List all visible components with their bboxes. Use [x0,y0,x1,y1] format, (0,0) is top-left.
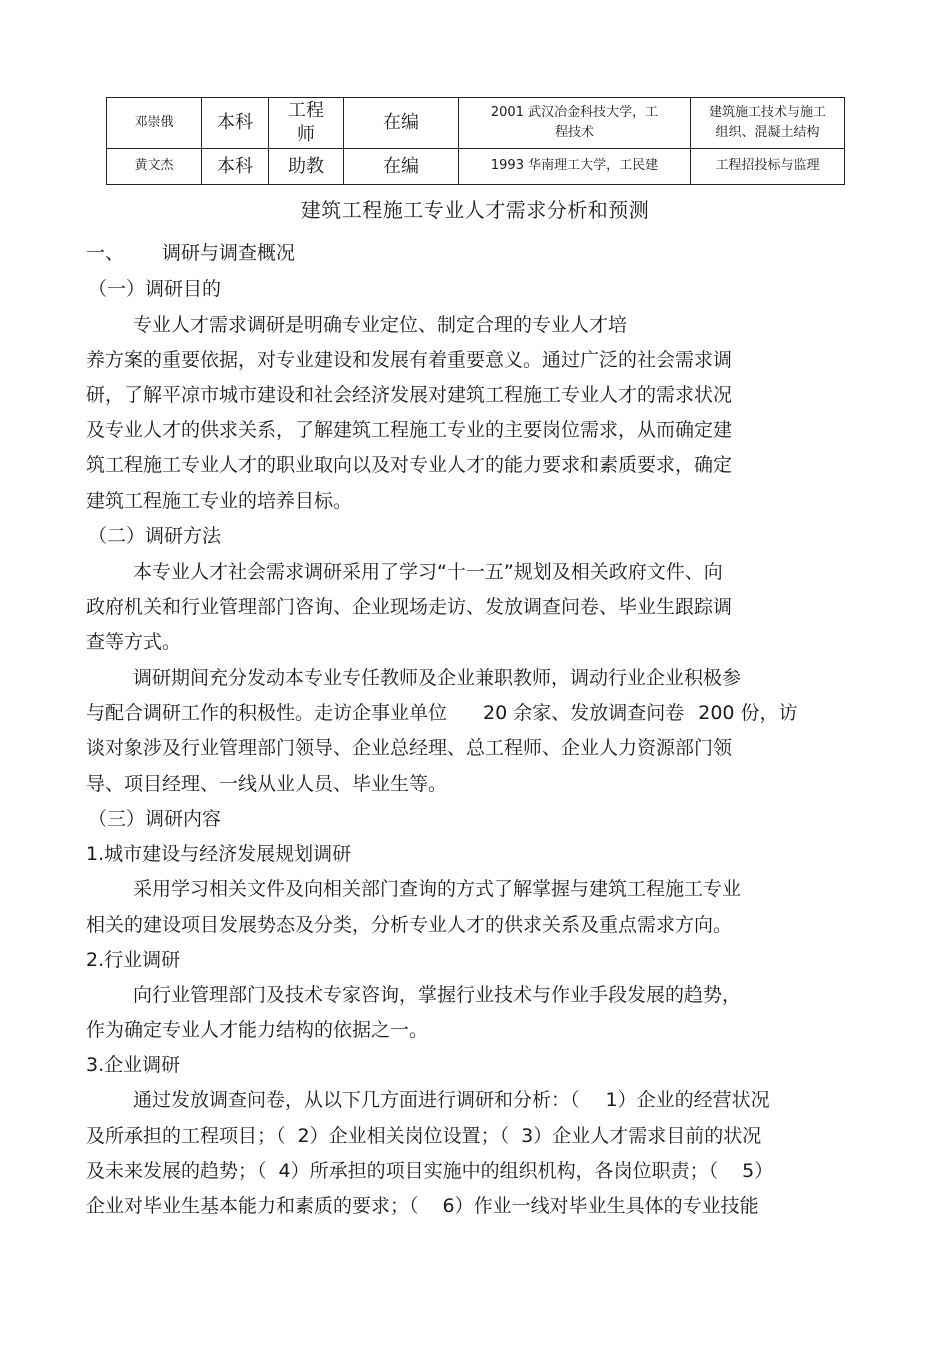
staff-degree: 本科 [202,149,269,185]
section-heading [86,244,295,263]
staff-status: 在编 [344,98,459,149]
table-row [107,98,845,149]
paragraph-line: 专业人才需求调研是明确专业定位、制定合理的专业人才培 [133,314,628,336]
paragraph-line: 及专业人才的供求关系，了解建筑工程施工专业的主要岗位需求，从而确定建 [86,419,733,441]
paragraph-line: 政府机关和行业管理部门咨询、企业现场走访、发放调查问卷、毕业生跟踪调 [86,596,733,618]
paragraph-line: 养方案的重要依据，对专业建设和发展有着重要意义。通过广泛的社会需求调 [86,349,733,371]
section-title: 调研与调查概况 [162,242,296,264]
paragraph-line: 查等方式。 [86,631,182,653]
paragraph-line: 作为确定专业人才能力结构的依据之一。 [86,1019,429,1041]
staff-specialty: 建筑施工技术与施工 组织、混凝土结构 [691,98,845,149]
staff-table [106,97,845,185]
text-run: 通过发放调查问卷，从以下几方面进行调研和分析：（ [133,1089,580,1111]
text-run: 5） [742,1160,774,1182]
section-number: 一、 [86,242,125,264]
staff-education: 1993 华南理工大学，工民建 [459,149,691,185]
staff-title: 助教 [269,149,344,185]
paragraph-line [86,704,798,723]
text-run: 及未来发展的趋势；（ [86,1160,267,1182]
subsection-heading: （三）调研内容 [88,808,222,830]
text-run: 6）作业一线对毕业生具体的专业技能 [442,1195,759,1217]
staff-name: 邓崇俄 [107,98,202,149]
paragraph-line [86,1127,761,1146]
staff-degree: 本科 [202,98,269,149]
subsection-heading: （一）调研目的 [88,278,222,300]
item-heading: 3.企业调研 [86,1054,181,1076]
staff-status: 在编 [344,149,459,185]
item-heading: 2.行业调研 [86,949,181,971]
text-run: 企业对毕业生基本能力和素质的要求；（ [86,1195,419,1217]
paragraph-line: 调研期间充分发动本专业专任教师及企业兼职教师，调动行业企业积极参 [133,667,742,689]
staff-title: 工程 师 [269,98,344,149]
text-run: 与配合调研工作的积极性。走访企事业单位 [86,702,448,724]
paragraph-line [133,1091,770,1110]
subsection-heading: （二）调研方法 [88,525,222,547]
document-title: 建筑工程施工专业人才需求分析和预测 [300,198,650,222]
text-run: 3）企业人才需求目前的状况 [521,1125,762,1147]
paragraph-line: 筑工程施工专业人才的职业取向以及对专业人才的能力要求和素质要求，确定 [86,454,733,476]
paragraph-line: 建筑工程施工专业的培养目标。 [86,490,353,512]
paragraph-line: 研，了解平凉市城市建设和社会经济发展对建筑工程施工专业人才的需求状况 [86,384,733,406]
text-run: 20 余家、发放调查问卷 [483,702,685,724]
text-run: 4）所承担的项目实施中的组织机构，各岗位职责；（ [278,1160,719,1182]
paragraph-line: 向行业管理部门及技术专家咨询，掌握行业技术与作业手段发展的趋势， [133,984,742,1006]
text-run: 2）企业相关岗位设置；（ [297,1125,510,1147]
paragraph-line [86,1197,759,1216]
paragraph-line: 本专业人才社会需求调研采用了学习“十一五”规划及相关政府文件、向 [133,561,723,583]
staff-education: 2001 武汉冶金科技大学，工 程技术 [459,98,691,149]
text-run: 及所承担的工程项目；（ [86,1125,286,1147]
text-run: 200 份，访 [698,702,798,724]
paragraph-line: 相关的建设项目发展势态及分类，分析专业人才的供求关系及重点需求方向。 [86,914,733,936]
item-heading: 1.城市建设与经济发展规划调研 [86,843,352,865]
paragraph-line: 采用学习相关文件及向相关部门查询的方式了解掌握与建筑工程施工专业 [133,878,742,900]
staff-name: 黄文杰 [107,149,202,185]
staff-specialty: 工程招投标与监理 [691,149,845,185]
paragraph-line: 导、项目经理、一线从业人员、毕业生等。 [86,773,448,795]
text-run: 1）企业的经营状况 [605,1089,770,1111]
table-row [107,149,845,185]
paragraph-line [86,1162,773,1181]
paragraph-line: 谈对象涉及行业管理部门领导、企业总经理、总工程师、企业人力资源部门领 [86,737,733,759]
